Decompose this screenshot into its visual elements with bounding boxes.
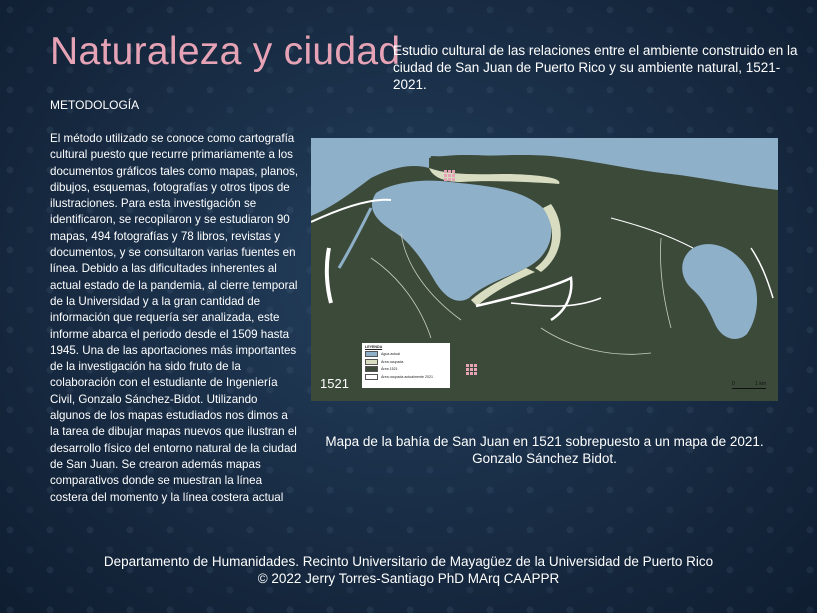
map-legend <box>362 343 450 388</box>
map-scale-bar <box>732 382 766 389</box>
scale-start: 0 <box>732 381 735 387</box>
page-subtitle: Estudio cultural de las relaciones entre el ambiente construido en la ciudad de San Juan de Puerto Rico y su ambiente natural, 1521-2021. <box>393 43 798 92</box>
legend-title: LEYENDA <box>365 345 383 349</box>
legend-swatch <box>365 366 378 372</box>
methodology-heading: METODOLOGÍA <box>50 98 140 112</box>
legend-item <box>365 374 447 380</box>
methodology-body: El método utilizado se conoce como cartografía cultural puesto que recurre primariamente a los documentos gráficos tales como mapas, planos, dibujos, esquemas, fotografías y otros tipos de ilustraciones. Para esta investigación se identificaron, se recopilaron y se estudiaron 90 mapas, 494 fotografías y 78 libros, revistas y documentos, y se consultaron varias fuentes en línea. Debido a las dificultades inherentes al actual estado de la pandemia, al cierre temporal de la Universidad y a la gran cantidad de información que requería ser analizada, este informe abarca el periodo desde el 1509 hasta 1945. Una de las aportaciones más importantes de la investigación ha sido fruto de la colaboración con el estudiante de Ingeniería Civil, Gonzalo Sánchez-Bidot. Utilizando algunos de los mapas estudiados nos dimos a la tarea de dibujar mapas nuevos que ilustran el desarrollo físico del entorno natural de la ciudad de San Juan. Se crearon además mapas comparativos donde se muestran la línea costera del momento y la línea costera actual <box>50 132 299 504</box>
san-juan-bay-map <box>311 138 778 401</box>
scale-end: 1 km <box>755 381 766 387</box>
footer-institution: Departamento de Humanidades. Recinto Universitario de Mayagüez de la Universidad de Puerto Rico <box>103 554 714 569</box>
footer-copyright: © 2022 Jerry Torres-Santiago PhD MArq CAAPPR <box>257 571 560 586</box>
legend-swatch <box>365 351 378 357</box>
legend-item <box>365 359 447 365</box>
legend-label: Área 1521 <box>381 367 398 372</box>
footer <box>0 553 817 587</box>
legend-swatch <box>365 374 378 380</box>
page-title: Naturaleza y ciudad <box>50 30 401 73</box>
legend-label: Agua actual <box>381 352 400 356</box>
map-caption: Mapa de la bahía de San Juan en 1521 sobrepuesto a un mapa de 2021. Gonzalo Sánchez Bidot. <box>325 434 764 466</box>
legend-label: Área ocupada actualmente 2021 <box>381 374 433 379</box>
legend-item <box>365 366 447 372</box>
legend-item <box>365 351 447 357</box>
legend-swatch <box>365 359 378 365</box>
legend-label: Área ocupada <box>381 359 404 364</box>
map-year-label: 1521 <box>320 376 349 391</box>
